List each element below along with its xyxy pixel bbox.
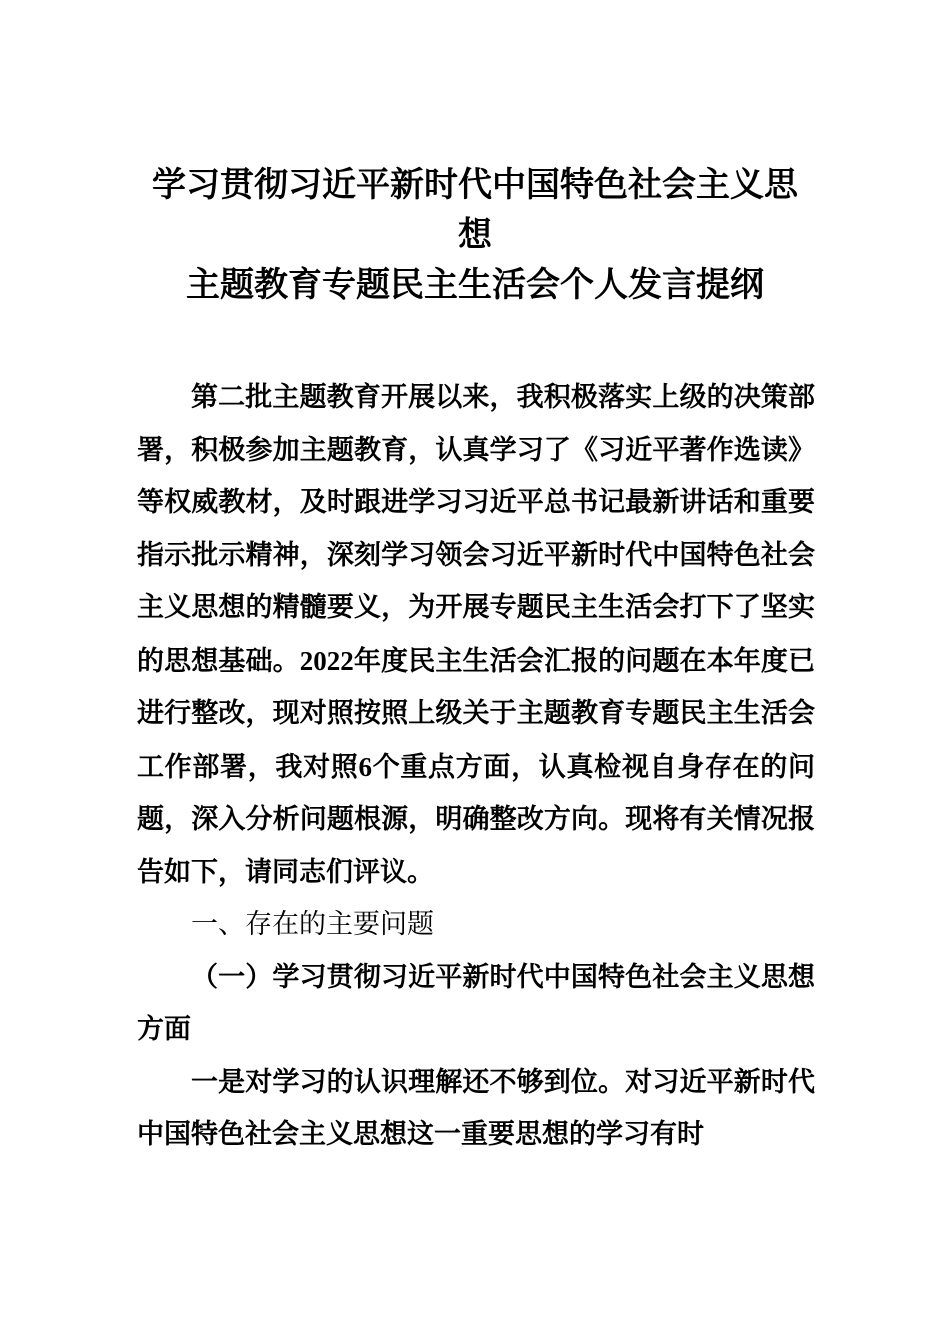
title-line-2: 想 [458,215,492,255]
intro-year: 2022 [299,645,354,676]
intro-paragraph [137,372,815,899]
intro-count: 6 [358,751,372,782]
intro-text-part-3: 个重点方面，认真检视自身存在的问题，深入分析问题根源，明确整改方向。现将有关情况报告如下，请同志们评议。 [137,751,815,888]
title-line-3: 主题教育专题民主生活会个人发言提纲 [186,265,764,305]
document-body [137,372,815,1162]
section-heading-problems: 一、存在的主要问题 [191,909,434,940]
intro-text-part-2: 年度民主生活会汇报的问题在本年度已进行整改，现对照按照上级关于主题教育专题民主生活会工作部署，我对照 [137,645,816,783]
intro-text-part-1: 第二批主题教育开展以来，我积极落实上级的决策部署，积极参加主题教育，认真学习了《习近平著作选读》等权威教材，及时跟进学习习近平总书记最新讲话和重要指示批示精神，深刻学习领会习近平新时代中国特色社会主义思想的精髓要义，为开展专题民主生活会打下了坚实的思想基础。 [137,382,815,677]
document-title [120,160,830,310]
point-one-paragraph: 一是对学习的认识理解还不够到位。对习近平新时代中国特色社会主义思想这一重要思想的学习有时 [137,1066,815,1150]
title-line-1: 学习贯彻习近平新时代中国特色社会主义思 [152,165,798,205]
subsection-heading-study: （一）学习贯彻习近平新时代中国特色社会主义思想方面 [137,961,815,1045]
